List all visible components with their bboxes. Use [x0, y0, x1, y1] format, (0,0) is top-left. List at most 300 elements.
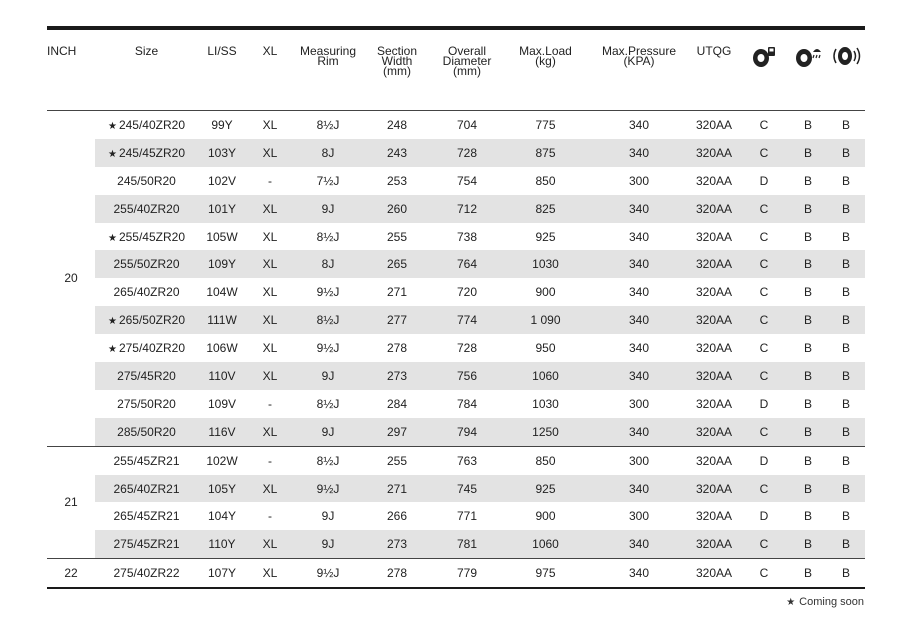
section-width-cell	[362, 306, 432, 334]
section-width-value: 271	[386, 481, 408, 496]
measuring-rim-value: 9J	[321, 368, 335, 383]
wet-grade-cell	[789, 559, 827, 588]
measuring-rim-cell	[294, 418, 362, 446]
utqg-value: 320AA	[695, 396, 733, 411]
utqg-cell	[689, 223, 739, 251]
li-ss-value: 102W	[206, 453, 238, 468]
max-load-cell	[502, 418, 589, 446]
section-width-cell	[362, 362, 432, 390]
table-row	[47, 139, 865, 167]
section-width-cell	[362, 334, 432, 362]
overall-diameter-cell	[432, 306, 502, 334]
max-load-cell	[502, 223, 589, 251]
dry-grade-value: C	[759, 285, 769, 300]
measuring-rim-value: 9½J	[316, 341, 340, 356]
inch-cell: 21	[47, 446, 95, 559]
utqg-value: 320AA	[695, 537, 733, 552]
xl-value: XL	[262, 481, 278, 496]
section-width-cell	[362, 502, 432, 530]
xl-cell	[246, 502, 294, 530]
section-width-value: 260	[386, 201, 408, 216]
max-pressure-value: 340	[628, 368, 650, 383]
max-pressure-cell	[589, 250, 689, 278]
measuring-rim-cell	[294, 475, 362, 503]
wet-grade-cell	[789, 475, 827, 503]
noise-grade-cell	[827, 390, 865, 418]
max-load-value: 975	[535, 566, 556, 581]
li-ss-cell	[198, 502, 246, 530]
header-max-load: Max.Load (kg)	[502, 30, 589, 111]
xl-value: XL	[262, 285, 278, 300]
wet-grade-value: B	[803, 341, 812, 356]
utqg-value: 320AA	[695, 229, 733, 244]
xl-cell	[246, 195, 294, 223]
section-width-value: 271	[386, 285, 408, 300]
max-pressure-cell	[589, 530, 689, 558]
utqg-cell	[689, 250, 739, 278]
wet-grade-value: B	[803, 537, 812, 552]
li-ss-cell	[198, 559, 246, 588]
dry-grade-cell	[739, 446, 789, 474]
max-pressure-value: 340	[628, 257, 650, 272]
inch-cell: 20	[47, 111, 95, 447]
max-load-cell	[502, 446, 589, 474]
size-cell	[95, 139, 198, 167]
table-row	[47, 475, 865, 503]
size-value: 275/40ZR20	[118, 341, 185, 356]
li-ss-cell	[198, 446, 246, 474]
li-ss-value: 106W	[206, 341, 238, 356]
max-pressure-value: 340	[628, 481, 650, 496]
dry-grade-value: C	[759, 566, 769, 581]
wet-grade-cell	[789, 418, 827, 446]
wet-grade-value: B	[803, 453, 812, 468]
size-value: 245/50R20	[117, 173, 176, 188]
section-width-cell	[362, 167, 432, 195]
dry-grade-cell	[739, 250, 789, 278]
overall-diameter-cell	[432, 223, 502, 251]
header-utqg: UTQG	[689, 30, 739, 111]
size-value: 265/40ZR20	[113, 285, 180, 300]
utqg-cell	[689, 195, 739, 223]
dry-grade-cell	[739, 334, 789, 362]
max-load-cell	[502, 306, 589, 334]
size-cell	[95, 278, 198, 306]
measuring-rim-cell	[294, 334, 362, 362]
li-ss-cell	[198, 390, 246, 418]
li-ss-cell	[198, 530, 246, 558]
size-cell	[95, 502, 198, 530]
header-noise-grade	[827, 30, 865, 111]
section-width-value: 278	[386, 566, 408, 581]
dry-grade-cell	[739, 306, 789, 334]
xl-cell	[246, 167, 294, 195]
overall-diameter-cell	[432, 139, 502, 167]
li-ss-value: 110Y	[208, 537, 236, 552]
li-ss-value: 101Y	[207, 201, 237, 216]
max-pressure-value: 300	[628, 509, 650, 524]
utqg-cell	[689, 559, 739, 588]
section-width-value: 255	[386, 229, 408, 244]
li-ss-value: 109Y	[207, 257, 237, 272]
max-load-value: 900	[535, 509, 556, 524]
xl-value: XL	[262, 341, 278, 356]
section-width-value: 253	[386, 173, 408, 188]
noise-grade-cell	[827, 418, 865, 446]
section-width-cell	[362, 475, 432, 503]
size-value: 275/50R20	[117, 396, 176, 411]
wet-grade-value: B	[803, 257, 812, 272]
wet-grade-value: B	[803, 201, 812, 216]
max-pressure-value: 340	[628, 424, 650, 439]
li-ss-cell	[198, 167, 246, 195]
li-ss-value: 116V	[208, 424, 236, 439]
header-overall-diameter: Overall Diameter (mm)	[432, 30, 502, 111]
overall-diameter-cell	[432, 390, 502, 418]
utqg-value: 320AA	[695, 341, 733, 356]
wet-grade-cell	[789, 362, 827, 390]
max-load-value: 1060	[532, 368, 559, 383]
header-li-ss: LI/SS	[198, 30, 246, 111]
max-load-value: 950	[535, 341, 556, 356]
table-row	[47, 223, 865, 251]
header-inch: INCH	[47, 30, 95, 111]
max-load-value: 925	[535, 229, 556, 244]
utqg-value: 320AA	[695, 368, 733, 383]
noise-grade-value: B	[841, 341, 850, 356]
xl-cell	[246, 418, 294, 446]
xl-cell	[246, 223, 294, 251]
utqg-value: 320AA	[695, 313, 733, 328]
utqg-value: 320AA	[695, 173, 733, 188]
size-value: 285/50R20	[117, 424, 176, 439]
measuring-rim-cell	[294, 306, 362, 334]
noise-tire-icon	[830, 44, 862, 68]
overall-diameter-cell	[432, 530, 502, 558]
xl-value: XL	[262, 201, 278, 216]
section-width-cell	[362, 559, 432, 588]
max-load-cell	[502, 195, 589, 223]
measuring-rim-cell	[294, 502, 362, 530]
xl-cell	[246, 559, 294, 588]
max-load-cell	[502, 334, 589, 362]
wet-grade-value: B	[803, 566, 812, 581]
section-width-value: 266	[386, 509, 408, 524]
measuring-rim-value: 8J	[321, 257, 335, 272]
max-load-cell	[502, 250, 589, 278]
li-ss-value: 105Y	[207, 481, 237, 496]
section-width-cell	[362, 418, 432, 446]
dry-grade-cell	[739, 418, 789, 446]
header-section-width: Section Width (mm)	[362, 30, 432, 111]
measuring-rim-value: 9½J	[316, 566, 340, 581]
header-dry-grade	[739, 30, 789, 111]
section-width-value: 297	[386, 424, 408, 439]
section-width-value: 284	[386, 396, 408, 411]
max-pressure-cell	[589, 306, 689, 334]
max-load-cell	[502, 559, 589, 588]
measuring-rim-value: 9J	[321, 424, 335, 439]
overall-diameter-cell	[432, 250, 502, 278]
size-cell	[95, 418, 198, 446]
li-ss-cell	[198, 223, 246, 251]
measuring-rim-value: 9½J	[316, 285, 340, 300]
dry-grade-value: D	[759, 509, 769, 524]
utqg-cell	[689, 278, 739, 306]
wet-grade-value: B	[803, 285, 812, 300]
dry-grade-cell	[739, 139, 789, 167]
overall-diameter-value: 763	[456, 453, 478, 468]
section-width-value: 248	[386, 117, 408, 132]
wet-grade-value: B	[803, 145, 812, 160]
dry-grade-cell	[739, 475, 789, 503]
size-cell	[95, 250, 198, 278]
dry-grade-value: C	[759, 424, 769, 439]
size-cell	[95, 559, 198, 588]
xl-value: -	[268, 509, 272, 524]
xl-cell	[246, 390, 294, 418]
noise-grade-cell	[827, 446, 865, 474]
dry-grade-cell	[739, 390, 789, 418]
overall-diameter-value: 712	[456, 201, 478, 216]
header-row	[47, 30, 865, 111]
max-pressure-cell	[589, 390, 689, 418]
utqg-value: 320AA	[695, 117, 733, 132]
wet-grade-cell	[789, 334, 827, 362]
noise-grade-cell	[827, 362, 865, 390]
section-width-cell	[362, 195, 432, 223]
max-load-cell	[502, 111, 589, 139]
utqg-cell	[689, 390, 739, 418]
max-pressure-value: 340	[628, 537, 650, 552]
max-pressure-cell	[589, 502, 689, 530]
wet-grade-cell	[789, 502, 827, 530]
utqg-value: 320AA	[695, 509, 733, 524]
noise-grade-value: B	[841, 201, 850, 216]
section-width-value: 243	[386, 145, 408, 160]
max-load-value: 925	[535, 481, 556, 496]
max-load-value: 1 090	[530, 313, 561, 328]
noise-grade-cell	[827, 530, 865, 558]
noise-grade-cell	[827, 334, 865, 362]
xl-cell	[246, 139, 294, 167]
max-pressure-value: 340	[628, 145, 650, 160]
section-width-cell	[362, 390, 432, 418]
measuring-rim-cell	[294, 139, 362, 167]
overall-diameter-cell	[432, 362, 502, 390]
measuring-rim-cell	[294, 530, 362, 558]
noise-grade-cell	[827, 475, 865, 503]
wet-grade-value: B	[803, 117, 812, 132]
max-pressure-cell	[589, 167, 689, 195]
noise-grade-value: B	[841, 229, 850, 244]
coming-soon-note	[786, 596, 864, 608]
spec-body	[47, 111, 865, 589]
header-xl: XL	[246, 30, 294, 111]
overall-diameter-value: 794	[456, 424, 478, 439]
max-load-value: 850	[535, 453, 556, 468]
xl-cell	[246, 334, 294, 362]
max-load-cell	[502, 475, 589, 503]
noise-grade-value: B	[841, 313, 850, 328]
size-value: 265/50ZR20	[118, 313, 185, 328]
size-value: 275/40ZR22	[113, 566, 180, 581]
section-width-value: 265	[386, 257, 408, 272]
size-cell	[95, 475, 198, 503]
section-width-cell	[362, 250, 432, 278]
noise-grade-cell	[827, 250, 865, 278]
max-pressure-value: 340	[628, 341, 650, 356]
utqg-cell	[689, 475, 739, 503]
measuring-rim-value: 9J	[321, 509, 335, 524]
measuring-rim-value: 8½J	[316, 117, 340, 132]
li-ss-value: 109V	[207, 396, 237, 411]
utqg-value: 320AA	[695, 481, 733, 496]
overall-diameter-value: 738	[456, 229, 478, 244]
table-row	[47, 334, 865, 362]
xl-value: XL	[262, 368, 278, 383]
measuring-rim-cell	[294, 223, 362, 251]
measuring-rim-value: 9J	[321, 201, 335, 216]
measuring-rim-value: 9J	[321, 537, 335, 552]
dry-tire-icon	[751, 44, 777, 68]
utqg-cell	[689, 334, 739, 362]
li-ss-value: 111W	[207, 313, 237, 328]
max-pressure-cell	[589, 195, 689, 223]
max-pressure-cell	[589, 278, 689, 306]
max-load-value: 900	[535, 285, 556, 300]
dry-grade-value: C	[759, 229, 769, 244]
measuring-rim-value: 8J	[321, 145, 335, 160]
overall-diameter-cell	[432, 418, 502, 446]
star-icon: ★	[107, 148, 117, 160]
overall-diameter-value: 745	[456, 481, 478, 496]
table-row	[47, 418, 865, 446]
xl-cell	[246, 250, 294, 278]
overall-diameter-cell	[432, 334, 502, 362]
max-load-value: 1060	[532, 537, 559, 552]
overall-diameter-value: 720	[456, 285, 478, 300]
dry-grade-value: C	[759, 145, 769, 160]
wet-grade-cell	[789, 306, 827, 334]
utqg-value: 320AA	[695, 201, 733, 216]
max-load-value: 875	[535, 145, 556, 160]
li-ss-value: 110V	[208, 368, 236, 383]
measuring-rim-cell	[294, 390, 362, 418]
section-width-value: 273	[386, 368, 408, 383]
star-icon: ★	[107, 232, 117, 244]
wet-grade-value: B	[803, 481, 812, 496]
dry-grade-cell	[739, 111, 789, 139]
table-row	[47, 167, 865, 195]
size-value: 255/45ZR21	[113, 453, 180, 468]
max-pressure-value: 340	[628, 201, 650, 216]
overall-diameter-cell	[432, 559, 502, 588]
table-row	[47, 530, 865, 558]
table-row	[47, 111, 865, 139]
size-value: 265/40ZR21	[113, 481, 180, 496]
wet-grade-value: B	[803, 229, 812, 244]
max-load-cell	[502, 139, 589, 167]
xl-value: XL	[262, 566, 278, 581]
size-cell	[95, 446, 198, 474]
size-cell	[95, 167, 198, 195]
wet-grade-cell	[789, 167, 827, 195]
noise-grade-cell	[827, 559, 865, 588]
max-pressure-value: 340	[628, 313, 650, 328]
li-ss-cell	[198, 334, 246, 362]
measuring-rim-cell	[294, 559, 362, 588]
noise-grade-cell	[827, 167, 865, 195]
table-row	[47, 278, 865, 306]
utqg-cell	[689, 306, 739, 334]
wet-grade-cell	[789, 250, 827, 278]
max-load-cell	[502, 502, 589, 530]
size-value: 255/50ZR20	[113, 257, 180, 272]
utqg-value: 320AA	[695, 453, 733, 468]
overall-diameter-value: 771	[456, 509, 478, 524]
xl-value: -	[268, 453, 272, 468]
overall-diameter-value: 784	[456, 396, 478, 411]
star-icon: ★	[107, 344, 117, 356]
dry-grade-value: C	[759, 341, 769, 356]
li-ss-cell	[198, 475, 246, 503]
table-row	[47, 306, 865, 334]
section-width-cell	[362, 446, 432, 474]
table-row	[47, 390, 865, 418]
xl-value: -	[268, 396, 272, 411]
inch-cell: 22	[47, 559, 95, 588]
star-icon: ★	[107, 120, 117, 132]
size-cell	[95, 530, 198, 558]
size-cell	[95, 306, 198, 334]
size-cell	[95, 223, 198, 251]
max-load-cell	[502, 362, 589, 390]
noise-grade-value: B	[841, 368, 850, 383]
measuring-rim-value: 8½J	[316, 453, 340, 468]
xl-cell	[246, 306, 294, 334]
max-pressure-cell	[589, 475, 689, 503]
section-width-value: 277	[386, 313, 408, 328]
dry-grade-cell	[739, 502, 789, 530]
xl-cell	[246, 530, 294, 558]
utqg-cell	[689, 167, 739, 195]
overall-diameter-value: 779	[456, 566, 478, 581]
size-cell	[95, 390, 198, 418]
size-value: 275/45R20	[117, 368, 176, 383]
xl-value: XL	[262, 117, 278, 132]
wet-grade-value: B	[803, 313, 812, 328]
wet-grade-cell	[789, 446, 827, 474]
measuring-rim-value: 8½J	[316, 313, 340, 328]
noise-grade-value: B	[841, 145, 850, 160]
header-wet-grade	[789, 30, 827, 111]
dry-grade-value: C	[759, 537, 769, 552]
noise-grade-value: B	[841, 396, 850, 411]
max-load-cell	[502, 530, 589, 558]
wet-grade-cell	[789, 111, 827, 139]
utqg-cell	[689, 139, 739, 167]
size-cell	[95, 334, 198, 362]
size-cell	[95, 362, 198, 390]
size-value: 265/45ZR21	[113, 509, 180, 524]
li-ss-cell	[198, 111, 246, 139]
max-pressure-value: 340	[628, 566, 650, 581]
wet-grade-value: B	[803, 509, 812, 524]
noise-grade-value: B	[841, 117, 850, 132]
utqg-value: 320AA	[695, 145, 733, 160]
noise-grade-value: B	[841, 424, 850, 439]
